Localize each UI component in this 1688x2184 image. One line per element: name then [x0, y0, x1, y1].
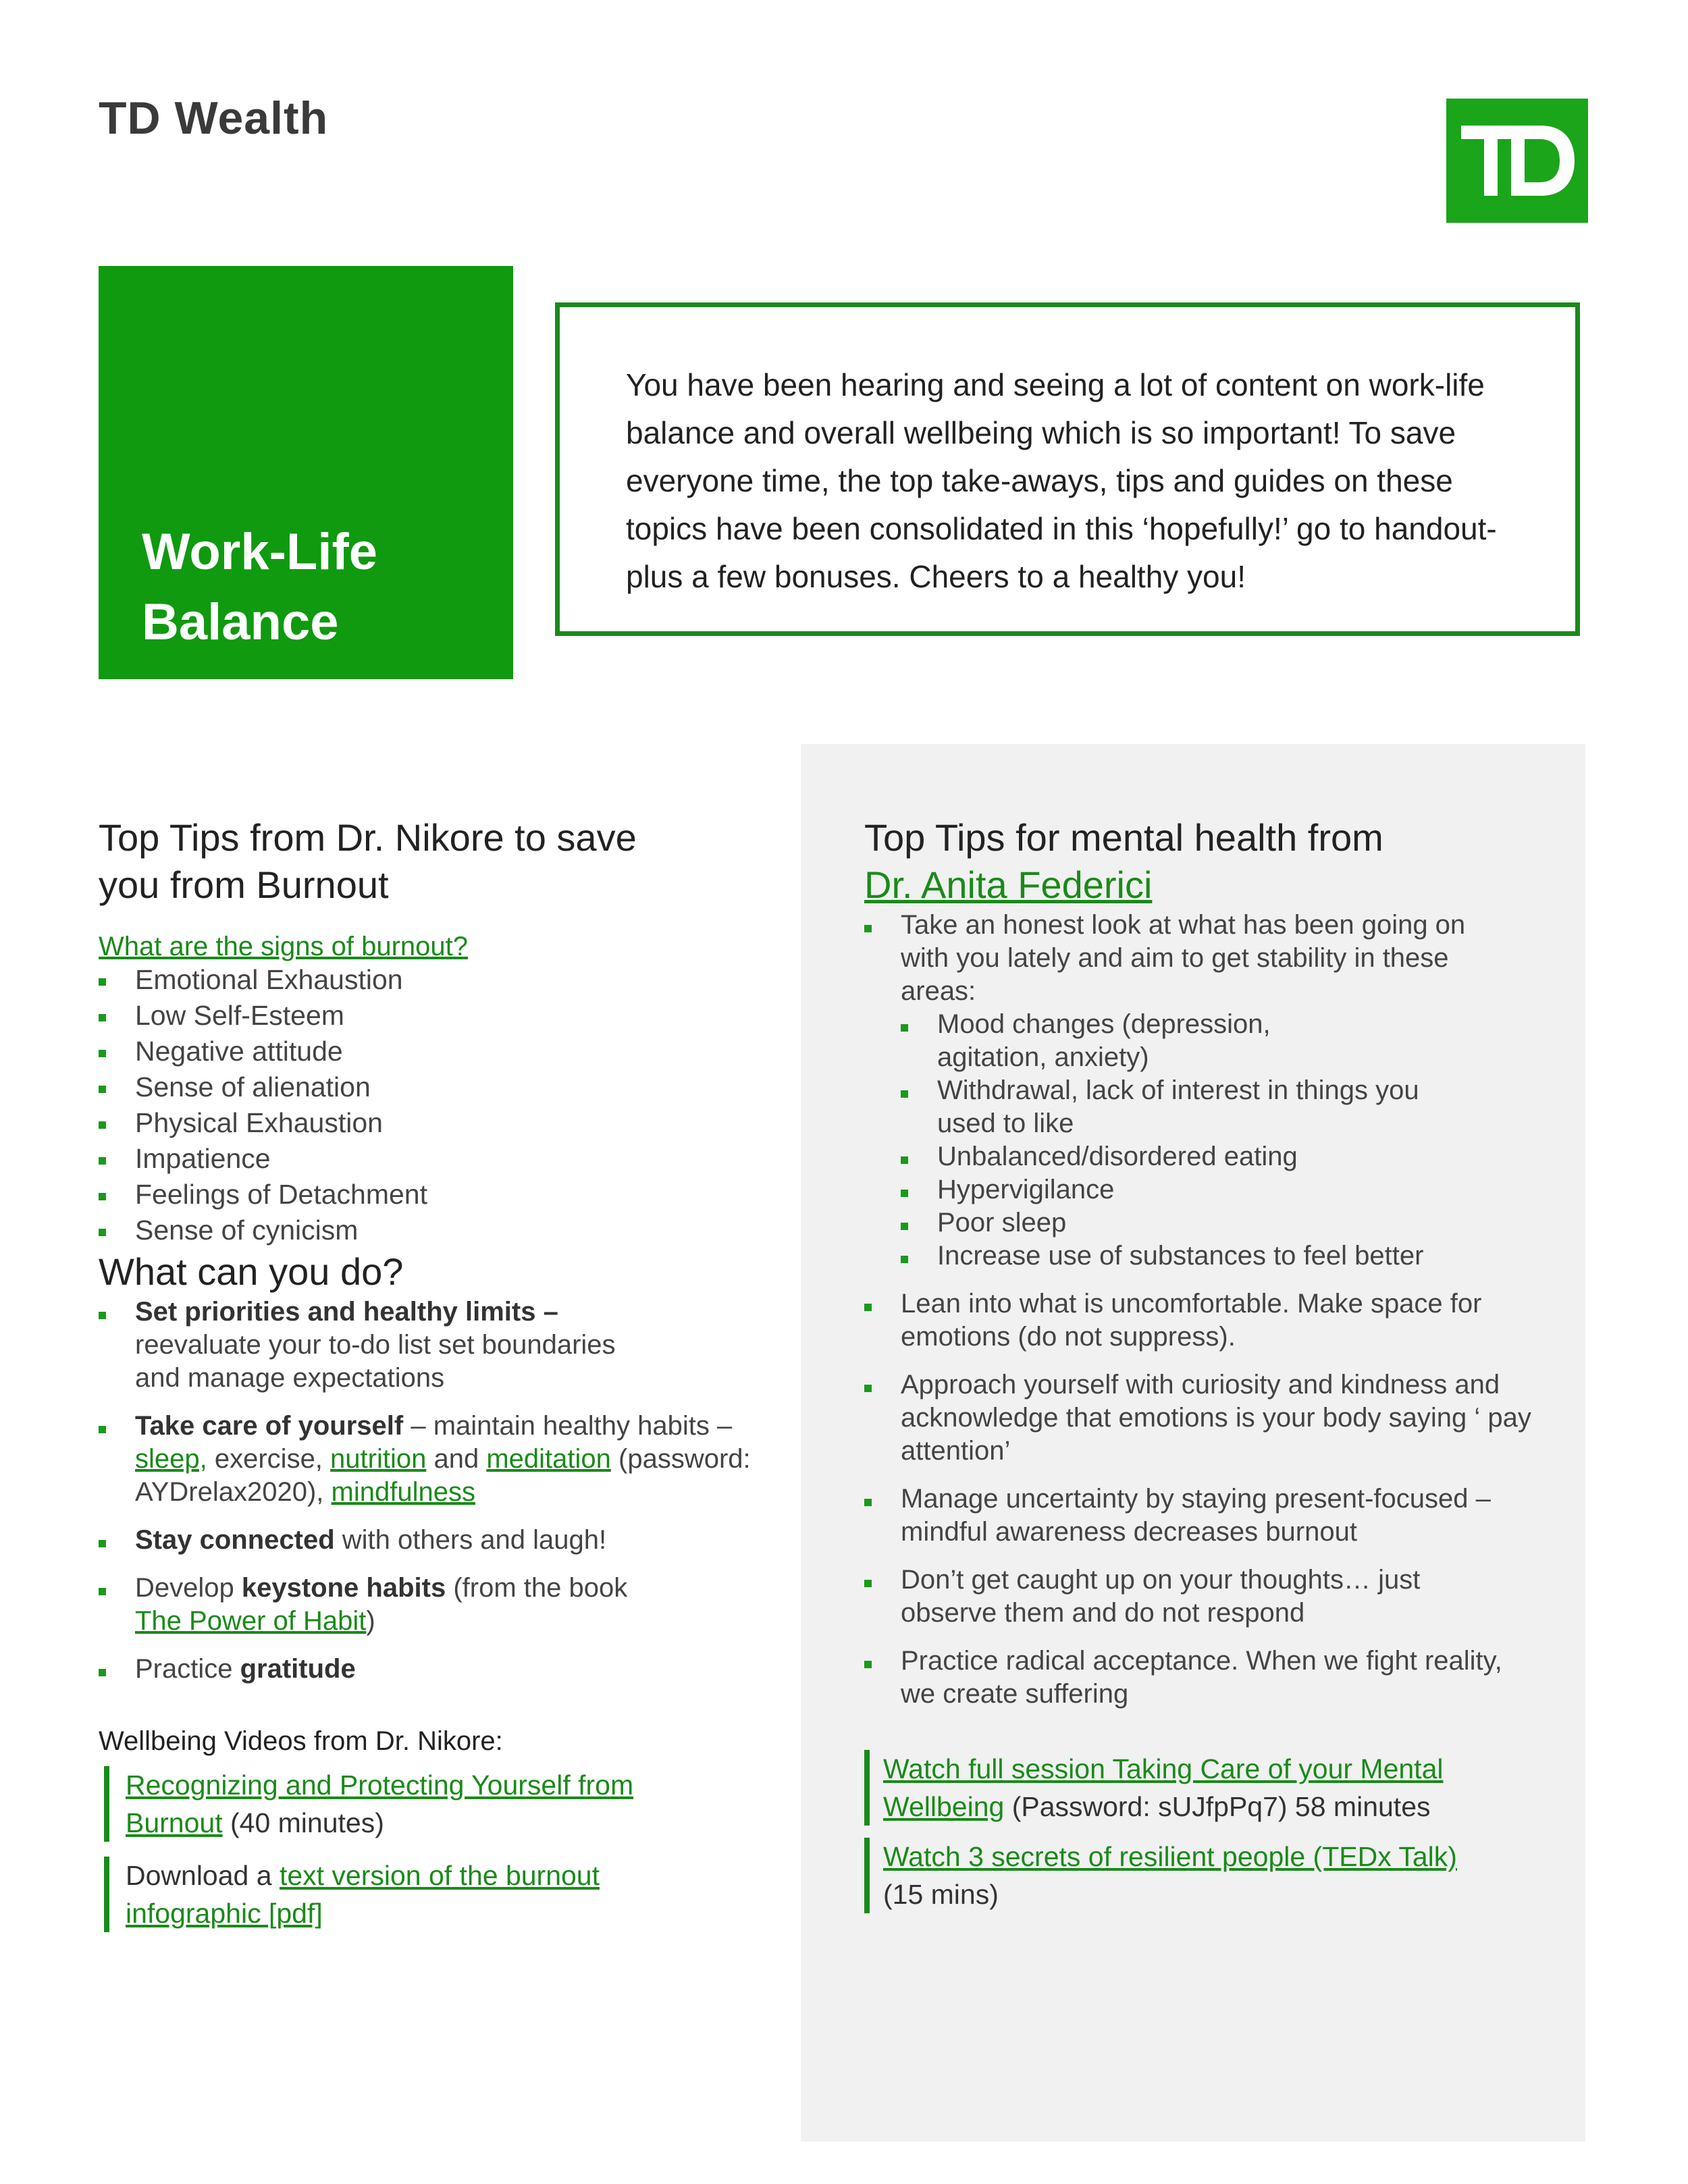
intro-text: You have been hearing and seeing a lot of content on work-life balance and overall wellbeing which is so important! To save everyone time, the top take-aways, tips and guides on these topics have been consolidated in this ‘hopefully!’ go to handout- plus a few bonuses. Cheers to a healthy you! — [626, 367, 1497, 594]
list-item: Sense of alienation — [99, 1069, 787, 1105]
nutrition-link[interactable]: nutrition — [330, 1444, 427, 1474]
td-logo-icon — [1446, 99, 1588, 223]
item-text: ) — [366, 1606, 375, 1636]
item-bold: Take care of yourself — [135, 1411, 404, 1441]
item-bold: Set priorities and healthy limits – — [135, 1297, 558, 1327]
list-item — [99, 1524, 787, 1557]
burnout-heading: Top Tips from Dr. Nikore to save you from Burnout — [99, 816, 637, 906]
brand-title: TD Wealth — [99, 92, 329, 144]
list-item: Practice radical acceptance. When we fight reality, we create suffering — [864, 1645, 1535, 1711]
mental-health-list — [864, 909, 1553, 1711]
list-item: Feelings of Detachment — [99, 1177, 787, 1213]
item-bold: Stay connected — [135, 1525, 335, 1555]
list-item — [99, 1410, 770, 1509]
page-title: Work-Life Balance — [142, 523, 378, 651]
list-item — [99, 1572, 675, 1638]
list-item — [99, 1296, 648, 1395]
item-bold: gratitude — [240, 1654, 356, 1684]
list-item: Emotional Exhaustion — [99, 962, 787, 998]
sleep-link[interactable]: sleep, — [135, 1444, 207, 1474]
item-text: Take an honest look at what has been going on with you lately and aim to get stability in these areas: — [901, 910, 1466, 1006]
list-item — [864, 909, 1508, 1273]
list-item: Negative attitude — [99, 1034, 787, 1069]
item-bold: keystone habits — [241, 1573, 446, 1603]
list-item: Impatience — [99, 1141, 787, 1177]
sub-item: Hypervigilance — [901, 1173, 1508, 1206]
dr-federici-link[interactable]: Dr. Anita Federici — [864, 863, 1153, 906]
item-text: with others and laugh! — [334, 1525, 607, 1555]
left-column — [99, 814, 787, 1932]
signs-list — [99, 962, 787, 1248]
download-text: Download a — [126, 1860, 280, 1891]
list-item: Sense of cynicism — [99, 1213, 787, 1248]
list-item: Low Self-Esteem — [99, 998, 787, 1034]
mindfulness-link[interactable]: mindfulness — [331, 1477, 475, 1507]
list-item: Don’t get caught up on your thoughts… just observe them and do not respond — [864, 1564, 1508, 1630]
what-can-you-do-heading: What can you do? — [99, 1250, 404, 1293]
heading-text: Top Tips for mental health from — [864, 816, 1383, 859]
item-text: (from the book — [446, 1573, 628, 1603]
sub-item: Unbalanced/disordered eating — [901, 1140, 1508, 1173]
download-item — [104, 1857, 652, 1932]
meditation-link[interactable]: meditation — [486, 1444, 611, 1474]
list-item: Physical Exhaustion — [99, 1105, 787, 1141]
intro-box — [555, 302, 1580, 636]
item-text: – maintain healthy habits – — [403, 1411, 733, 1441]
sub-list — [901, 1008, 1508, 1273]
list-item: Approach yourself with curiosity and kindness and acknowledge that emotions is your body saying ‘ pay attention’ — [864, 1368, 1535, 1468]
power-of-habit-link[interactable]: The Power of Habit — [135, 1606, 367, 1636]
right-column — [864, 814, 1553, 1913]
item-text: (password: AYDrelax2020), — [135, 1444, 751, 1507]
infographic-link[interactable]: text version of the burnout infographic [pdf] — [126, 1860, 600, 1929]
sub-item: Increase use of substances to feel better — [901, 1240, 1508, 1273]
item-text: and — [426, 1444, 487, 1474]
watch-tedx-item — [864, 1838, 1491, 1913]
watch-tedx-duration: (15 mins) — [883, 1879, 999, 1910]
mental-health-heading — [864, 814, 1553, 909]
item-text: Develop — [135, 1573, 242, 1603]
watch-session-text: (Password: sUJfpPq7) 58 minutes — [1004, 1791, 1431, 1822]
actions-list — [99, 1296, 787, 1686]
video-item — [104, 1766, 679, 1842]
watch-tedx-link[interactable]: Watch 3 secrets of resilient people (TEDx Talk) — [883, 1841, 1457, 1872]
signs-of-burnout-link[interactable]: What are the signs of burnout? — [99, 932, 468, 961]
video-duration: (40 minutes) — [222, 1807, 384, 1838]
list-item: Lean into what is uncomfortable. Make space for emotions (do not suppress). — [864, 1287, 1562, 1354]
videos-title: Wellbeing Videos from Dr. Nikore: — [99, 1726, 503, 1756]
item-text: Practice — [135, 1654, 240, 1684]
sub-item: Mood changes (depression, agitation, anxiety) — [901, 1008, 1329, 1074]
list-item — [99, 1653, 787, 1686]
watch-session-item — [864, 1750, 1491, 1826]
title-block — [99, 266, 513, 679]
sub-item: Poor sleep — [901, 1206, 1508, 1240]
sub-item: Withdrawal, lack of interest in things you used to like — [901, 1074, 1423, 1140]
burnout-video-link[interactable]: Recognizing and Protecting Yourself from Burnout — [126, 1769, 634, 1838]
item-text: reevaluate your to-do list set boundaries and manage expectations — [135, 1330, 616, 1393]
item-text: exercise, — [207, 1444, 331, 1474]
watch-session-link[interactable]: Watch full session Taking Care of your Mental Wellbeing — [883, 1753, 1444, 1822]
list-item: Manage uncertainty by staying present-focused – mindful awareness decreases burnout — [864, 1483, 1562, 1549]
